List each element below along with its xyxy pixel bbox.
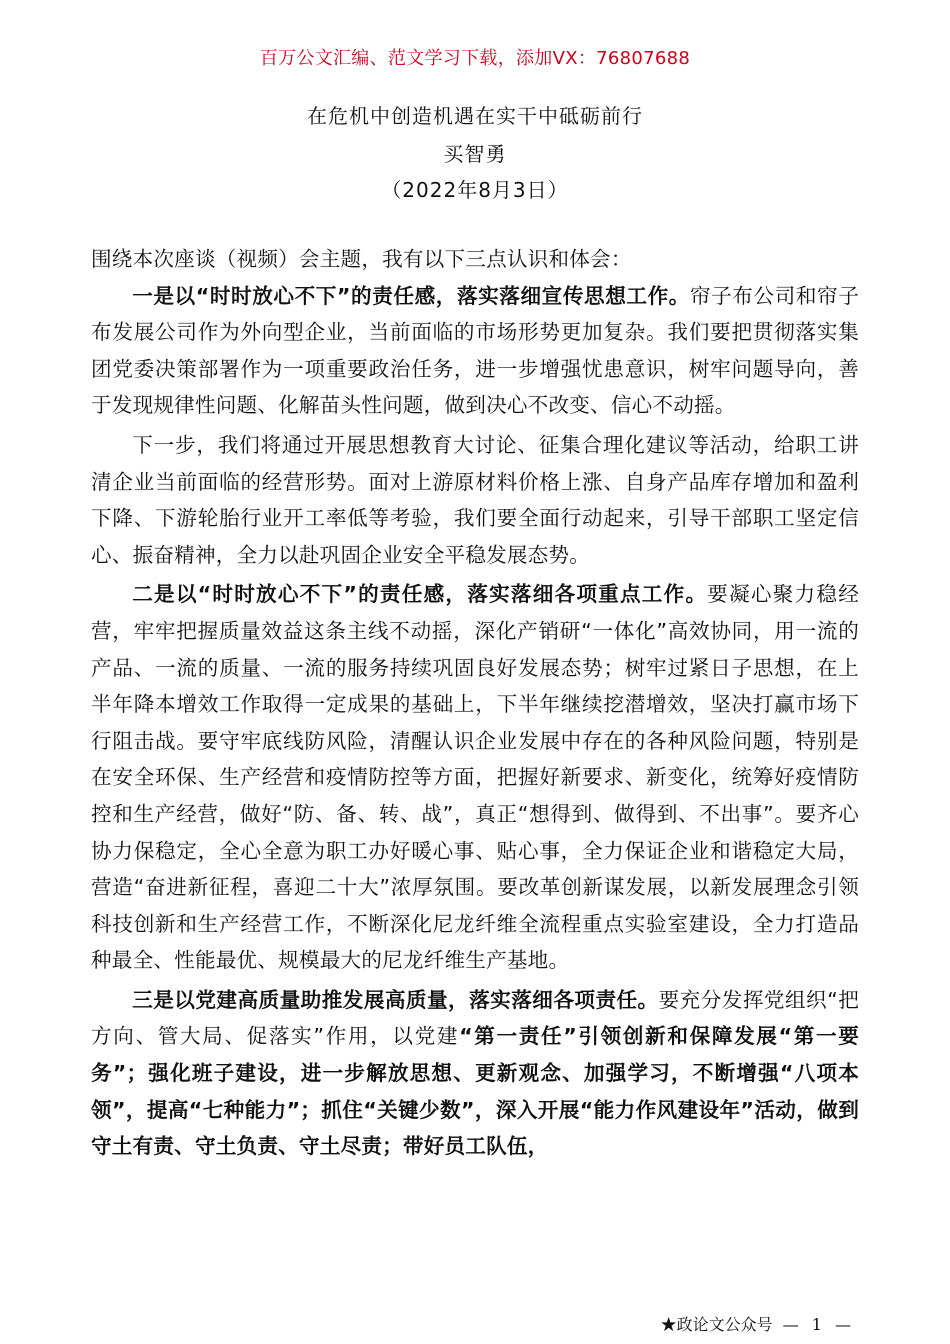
paragraph-1-text: 帘子布公司和帘子布发展公司作为外向型企业，当前面临的市场形势更加复杂。我们要把贯彻落实集团党委决策部署作为一项重要政治任务，进一步增强忧患意识，树牢问题导向，善于发现规律性问题、化解苗头性问题，做到决心不改变、信心不动摇。 — [91, 283, 859, 418]
footer-source: ★政论文公众号 — [660, 1315, 773, 1334]
author-name: 买智勇 — [443, 142, 507, 166]
paragraph-4-bold-text: “第一责任”引领创新和保障发展“第一要务”；强化班子建设，进一步解放思想、更新观念、加强学习，不断增强“八项本领”，提高“七种能力”；抓住“关键少数”，深入开展“能力作风建设年”活动，做到守土有责、守土负责、守土尽责；带好员工队伍， — [91, 1024, 859, 1159]
document-body — [91, 241, 859, 1165]
promo-banner: 百万公文汇编、范文学习下载，添加VX：76807688 — [259, 48, 691, 69]
paragraph-3-text: 要凝心聚力稳经营，牢牢把握质量效益这条主线不动摇，深化产销研“一体化”高效协同，用一流的产品、一流的质量、一流的服务持续巩固良好发展态势；树牢过紧日子思想，在上半年降本增效工作取得一定成果的基础上，下半年继续挖潜增效，坚决打赢市场下行阻击战。要守牢底线防风险，清醒认识企业发展中存在的各种风险问题，特别是在安全环保、生产经营和疫情防控等方面，把握好新要求、新变化，统筹好疫情防控和生产经营，做好“防、备、转、战”，真正“想得到、做得到、不出事”。要齐心协力保稳定，全心全意为职工办好暖心事、贴心事，全力保证企业和谐稳定大局，营造“奋进新征程，喜迎二十大”浓厚氛围。要改革创新谋发展，以新发展理念引领科技创新和生产经营工作，不断深化尼龙纤维全流程重点实验室建设，全力打造品种最全、性能最优、规模最大的尼龙纤维生产基地。 — [91, 582, 859, 973]
document-title: 在危机中创造机遇在实干中砥砺前行 — [307, 104, 643, 128]
paragraph-3-heading: 二是以“时时放心不下”的责任感，落实落细各项重点工作。 — [132, 582, 708, 607]
paragraph-4-text: 要充分发挥党组织“把方向、管大局、促落实”作用，以党建 — [91, 987, 860, 1049]
page-number: — 1 — — [782, 1315, 855, 1334]
paragraph-2: 下一步，我们将通过开展思想教育大讨论、征集合理化建议等活动，给职工讲清企业当前面临的经营形势。面对上游原材料价格上涨、自身产品库存增加和盈利下降、下游轮胎行业开工率低等考验，我们要全面行动起来，引导干部职工坚定信心、振奋精神，全力以赴巩固企业安全平稳发展态势。 — [91, 432, 859, 567]
paragraph-1 — [91, 278, 859, 424]
paragraph-1-heading: 一是以“时时放心不下”的责任感，落实落细宣传思想工作。 — [132, 283, 690, 308]
paragraph-3 — [91, 576, 859, 979]
paragraph-4 — [91, 982, 859, 1165]
intro-paragraph: 围绕本次座谈（视频）会主题，我有以下三点认识和体会： — [91, 247, 632, 271]
page-footer — [661, 1312, 855, 1335]
document-date: （2022年8月3日） — [381, 178, 569, 202]
paragraph-4-heading: 三是以党建高质量助推发展高质量，落实落细各项责任。 — [132, 987, 659, 1012]
